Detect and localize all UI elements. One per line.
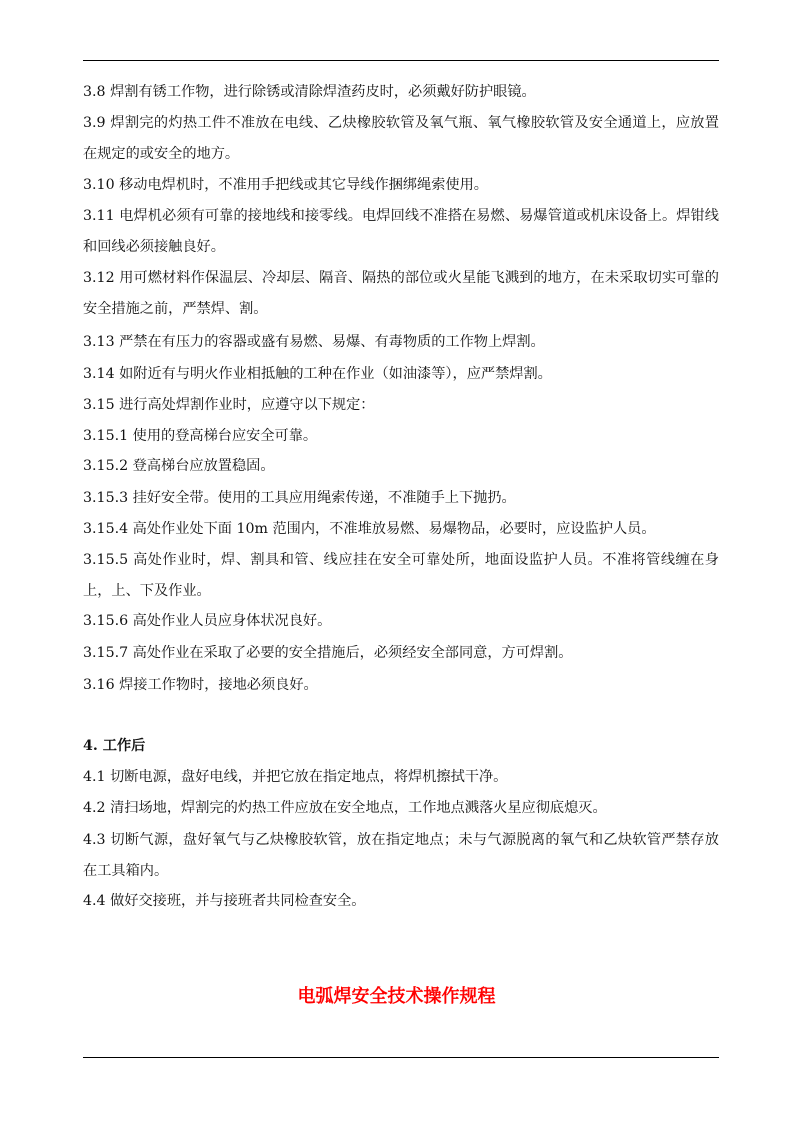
paragraph-3-13: 3.13 严禁在有压力的容器或盛有易燃、易爆、有毒物质的工作物上焊割。 <box>83 334 545 350</box>
next-section-title: 电弧焊安全技术操作规程 <box>297 986 496 1007</box>
paragraph-3-15: 3.15 进行高处焊割作业时，应遵守以下规定： <box>83 397 375 413</box>
paragraph-3-15-4: 3.15.4 高处作业处下面 10m 范围内，不准堆放易燃、易爆物品，必要时，应设监护人员。 <box>83 521 656 537</box>
paragraph-3-10: 3.10 移动电焊机时，不准用手把线或其它导线作捆绑绳索使用。 <box>83 177 488 193</box>
paragraph-3-14: 3.14 如附近有与明火作业相抵触的工种在作业（如油漆等），应严禁焊割。 <box>83 366 552 382</box>
paragraph-3-15-5: 3.15.5 高处作业时，焊、割具和管、线应挂在安全可靠处所，地面设监护人员。不准将管线缠在身上，上、下及作业。 <box>83 552 719 599</box>
paragraph-3-16: 3.16 焊接工作物时，接地必须良好。 <box>83 677 318 693</box>
paragraph-4-3: 4.3 切断气源，盘好氧气与乙炔橡胶软管，放在指定地点；未与气源脱离的氧气和乙炔软管严禁存放在工具箱内。 <box>83 832 719 879</box>
footer-rule <box>83 1057 719 1058</box>
paragraph-3-9: 3.9 焊割完的灼热工件不准放在电线、乙炔橡胶软管及氧气瓶、氧气橡胶软管及安全通道上，应放置在规定的或安全的地方。 <box>83 115 719 162</box>
paragraph-3-12: 3.12 用可燃材料作保温层、冷却层、隔音、隔热的部位或火星能飞溅到的地方，在未采取切实可靠的安全措施之前，严禁焊、割。 <box>83 270 719 317</box>
paragraph-3-15-2: 3.15.2 登高梯台应放置稳固。 <box>83 458 275 474</box>
paragraph-4-4: 4.4 做好交接班，并与接班者共同检查安全。 <box>83 893 366 909</box>
paragraph-3-8: 3.8 焊割有锈工作物，进行除锈或清除焊渣药皮时，必须戴好防护眼镜。 <box>83 84 536 100</box>
paragraph-4-1: 4.1 切断电源，盘好电线，并把它放在指定地点，将焊机擦拭干净。 <box>83 769 508 785</box>
paragraph-3-15-7: 3.15.7 高处作业在采取了必要的安全措施后，必须经安全部同意，方可焊割。 <box>83 645 573 661</box>
paragraph-3-15-1: 3.15.1 使用的登高梯台应安全可靠。 <box>83 428 318 444</box>
paragraph-3-15-3: 3.15.3 挂好安全带。使用的工具应用绳索传递，不准随手上下抛扔。 <box>83 490 516 506</box>
paragraph-4-2: 4.2 清扫场地，焊割完的灼热工件应放在安全地点，工作地点溅落火星应彻底熄灭。 <box>83 800 607 816</box>
header-rule <box>83 60 719 61</box>
section-heading-4: 4. 工作后 <box>83 738 146 754</box>
paragraph-3-15-6: 3.15.6 高处作业人员应身体状况良好。 <box>83 613 332 629</box>
paragraph-3-11: 3.11 电焊机必须有可靠的接地线和接零线。电焊回线不准搭在易燃、易爆管道或机床设备上。焊钳线和回线必须接触良好。 <box>83 208 719 255</box>
